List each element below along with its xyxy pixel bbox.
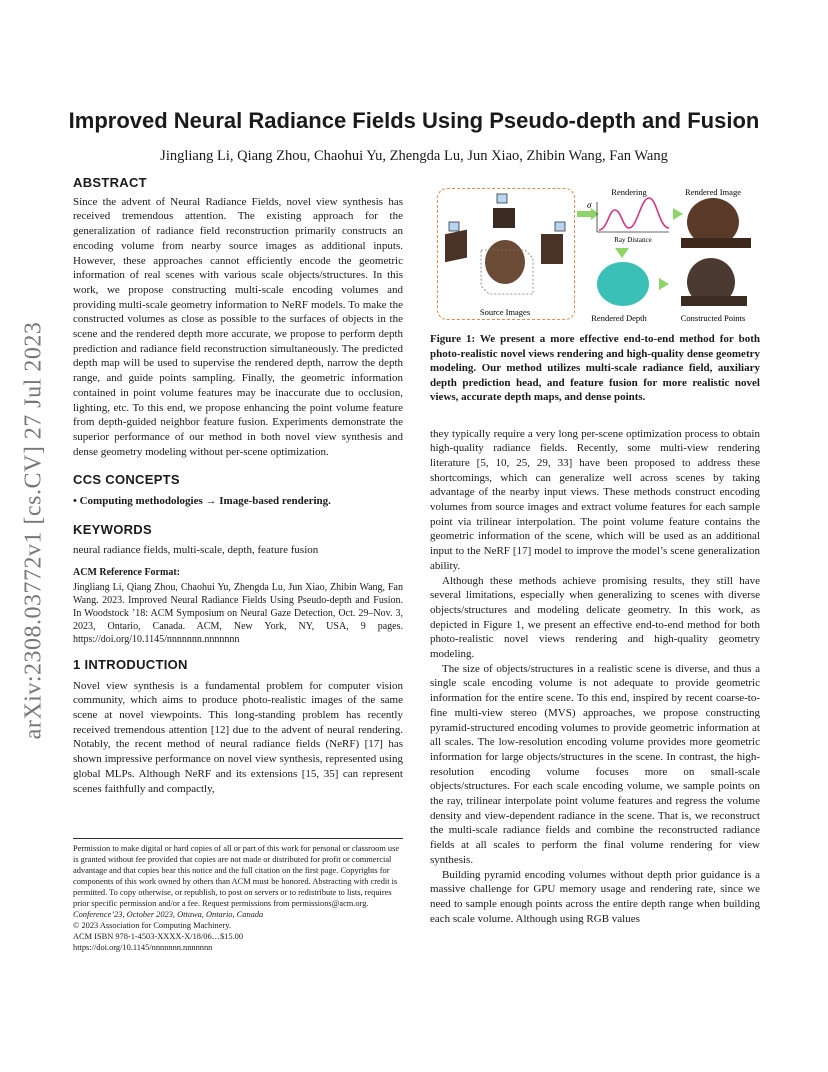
right-column <box>430 332 760 926</box>
abstract-text: Since the advent of Neural Radiance Fields, novel view synthesis has received tremendous attention. The existing approach for the generalization of radiance field reconstruction primarily constructs an encoding volume from nearby source images as additional inputs. However, these approaches cannot efficiently encode the geometric information of real scenes with various scale objects/structures. In this work, we propose constructing multi-scale encoding volumes and providing multi-scale geometry information to NeRF models. To make the constructed volumes as close as possible to the surfaces of objects in the scene and the rendered depth more accurate, we propose to perform depth prediction and radiance field reconstruction simultaneously. The predicted depth map will be used to supervise the rendered depth, narrow the depth range, and guide points sampling. Finally, the geometric information contained in point volume features may be inaccurate due to occlusion, lighting, etc. To this end, we propose enhancing the point volume feature from depth-guided neighbor feature fusion. Experiments demonstrate the superior performance of our method in both novel view synthesis and dense geometry modeling without per-scene optimization. <box>73 195 403 458</box>
introduction-heading: 1 INTRODUCTION <box>73 656 188 672</box>
density-curve <box>599 198 669 230</box>
body-paragraph: Although these methods achieve promising results, they still have several limitations, especially when generalizing to scenes with diverse objects/structures and modeling delicate geometry. In this work, as depicted in Figure 1, we present an effective end-to-end method for both photo-realistic novel views rendering and high-quality geometry modeling. <box>430 574 760 661</box>
source-image-thumb <box>493 208 515 228</box>
conference-line: Conference’23, October 2023, Ottawa, Ontario, Canada <box>73 910 264 919</box>
source-image-thumb <box>541 234 563 264</box>
sigma-label: σ <box>587 200 592 210</box>
figure-caption: Figure 1: We present a more effective end-to-end method for both photo-realistic novel views rendering and high-quality dense geometry modeling. Our method utilizes multi-scale radiance field, auxiliary depth prediction head, and feature fusion for more realistic novel views, accurate depth maps, and dense points. <box>430 333 760 403</box>
flow-arrowhead <box>591 208 599 220</box>
flow-arrowhead <box>659 278 669 290</box>
copyright-line: © 2023 Association for Computing Machinery. <box>73 921 231 930</box>
constructed-points-label: Constructed Points <box>680 313 746 323</box>
flow-arrowhead <box>615 248 629 258</box>
source-images-label: Source Images <box>479 307 531 317</box>
camera-icon <box>497 194 507 203</box>
permission-text: Permission to make digital or hard copies of all or part of this work for personal or classroom use is granted without fee provided that copies are not made or distributed for profit or commercial advantage and that copies bear this notice and the full citation on the first page. Copyrights for components of this work owned by others than ACM must be honored. Abstracting with credit is permitted. To copy otherwise, or republish, to post on servers or to redistribute to lists, requires prior specific permission and/or a fee. Request permissions from permissions@acm.org. <box>73 844 400 908</box>
abstract-heading: ABSTRACT <box>73 175 147 190</box>
reference-heading: ACM Reference Format: <box>73 567 180 579</box>
source-image-thumb <box>445 230 467 263</box>
camera-icon <box>555 222 565 231</box>
figure-1 <box>437 182 757 328</box>
rendering-label: Rendering <box>611 187 647 197</box>
rendered-image-label: Rendered Image <box>685 187 741 197</box>
keywords-heading: KEYWORDS <box>73 521 152 537</box>
reference-text: Jingliang Li, Qiang Zhou, Chaohui Yu, Zhengda Lu, Jun Xiao, Zhibin Wang, Fan Wang. 2023. Improved Neural Radiance Fields Using Pseudo-depth and Fusion. In Woodstock ’18: ACM Symposium on Neural Gaze Detection, Oct. 29–Nov. 3, 2023, Ontario, Canada. ACM, New York, NY, USA, 9 pages. https://doi.org/10.1145/nnnnnnn.nnnnnnn <box>73 581 403 645</box>
rendered-depth-map <box>597 262 649 306</box>
rendered-depth-label: Rendered Depth <box>591 313 647 323</box>
buddha-statue <box>485 240 525 284</box>
ray-distance-label: Ray Distance <box>614 236 652 244</box>
body-paragraph: they typically require a very long per-scene optimization process to obtain high-quality radiance fields. Recently, some multi-view rendering literature [5, 10, 25, 29, 33] have been proposed to address these shortcomings, which can generalize well across scenes by taking advantage of the nearby input views. These methods construct encoding volumes from source images and extract volume features for each sample point via trilinear interpolation. The point volume feature contains the geometric information of the scene, which will be used as an additional input to the NeRF [17] model to improve the model’s scene generalization ability. <box>430 427 760 572</box>
introduction-text: Novel view synthesis is a fundamental problem for computer vision community, which aims to produce photo-realistic images of the same scene at novel viewpoints. This long-standing problem has recently received tremendous attention [12] due to the advent of neural rendering. Notably, the recent method of neural radiance fields (NeRF) [17] has shown impressive performance on novel view synthesis, represented using global MLPs. Although NeRF and its extensions [15, 35] can represent scenes faithfully and compactly, <box>73 679 403 795</box>
left-column <box>73 176 403 796</box>
camera-icon <box>449 222 459 231</box>
author-list: Jingliang Li, Qiang Zhou, Chaohui Yu, Zhengda Lu, Jun Xiao, Zhibin Wang, Fan Wang <box>160 148 668 164</box>
constructed-points-base <box>681 296 747 306</box>
keywords-text: neural radiance fields, multi-scale, depth, feature fusion <box>73 544 319 557</box>
doi-line: https://doi.org/10.1145/nnnnnnn.nnnnnnn <box>73 943 213 952</box>
arxiv-sidebar <box>14 290 54 770</box>
ccs-heading: CCS CONCEPTS <box>73 472 180 488</box>
ccs-text: • Computing methodologies → Image-based rendering. <box>73 495 331 508</box>
isbn-line: ACM ISBN 978-1-4503-XXXX-X/18/06…$15.00 <box>73 932 244 941</box>
flow-arrowhead <box>673 208 683 220</box>
arxiv-identifier: arXiv:2308.03772v1 [cs.CV] 27 Jul 2023 <box>20 321 47 739</box>
permission-footnote <box>73 838 403 953</box>
rendered-image-base <box>681 238 751 248</box>
body-paragraph: The size of objects/structures in a realistic scene is diverse, and thus a single scale encoding volume is not adequate to provide geometric information for the entire scene. To this end, inspired by recent coarse-to-fine multi-view stereo (MVS) approaches, we propose constructing pyramid-structured encoding volumes to provide geometric information at all scales. The low-resolution encoding volume provides more geometric information for large objects/structures in the scene. In contrast, the high-resolution encoding volume focuses more on small-scale objects/structures. For each scale encoding volume, we sample points on the ray, trilinear interpolate point volume features and regress the volume density and view-dependent radiance in the scene. That is, we reconstruct the multi-scale radiance fields and combine the reconstructed radiance fields at all scales to perform the final volume rendering for view synthesis. <box>430 662 760 866</box>
body-paragraph: Building pyramid encoding volumes without depth prior guidance is a massive challenge for GPU memory usage and rendering rate, since we need to sample enough points across the entire depth range when building each scale volume. Although using RGB values <box>430 868 760 925</box>
paper-title: Improved Neural Radiance Fields Using Pseudo-depth and Fusion <box>68 108 760 133</box>
